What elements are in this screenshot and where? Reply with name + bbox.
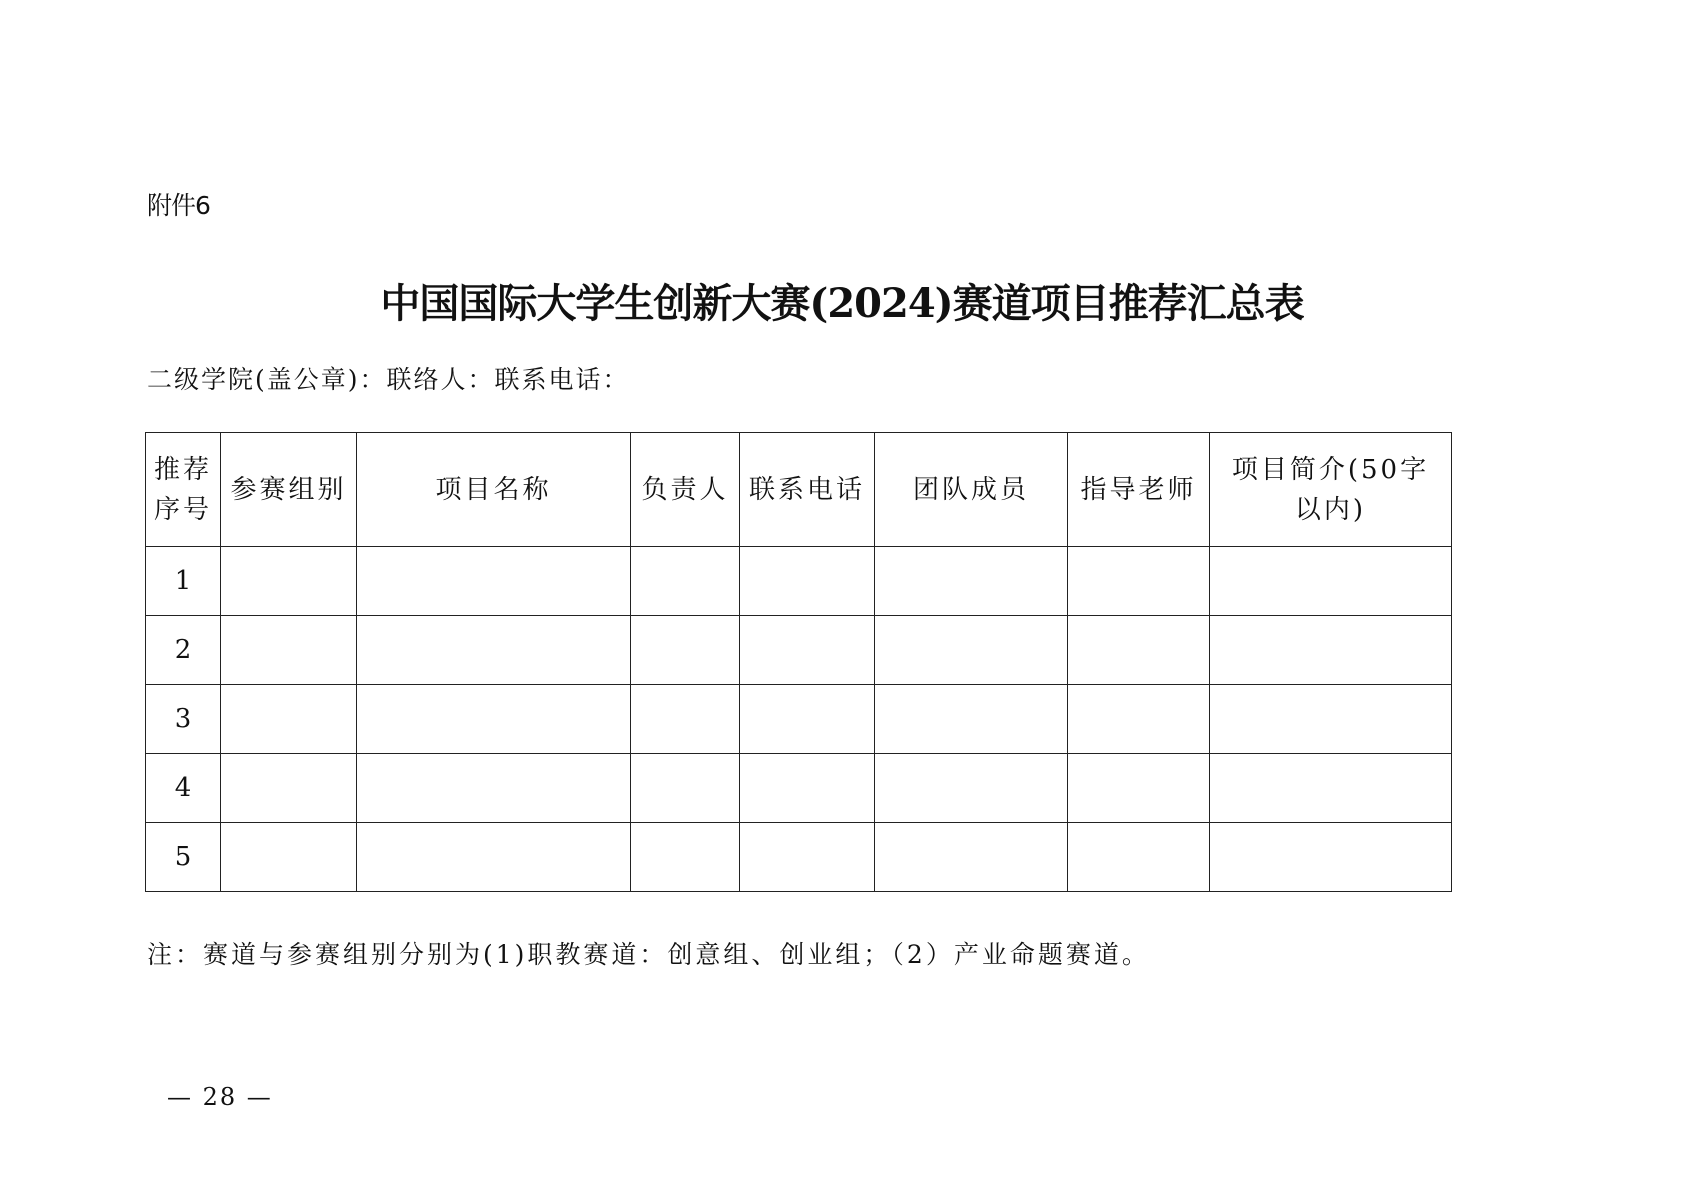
table-cell-empty: [740, 754, 875, 823]
table-cell-empty: [631, 754, 740, 823]
table-cell-empty: [740, 616, 875, 685]
table-cell-empty: [875, 616, 1068, 685]
table-cell-empty: [1210, 685, 1452, 754]
row-number: 2: [146, 616, 221, 685]
table-cell-empty: [1068, 616, 1210, 685]
table-cell-empty: [357, 547, 631, 616]
table-cell-empty: [631, 823, 740, 892]
table-row: [146, 823, 1452, 892]
table-row: [146, 754, 1452, 823]
document-title-text: 中国国际大学生创新大赛(2024)赛道项目推荐汇总表: [380, 280, 1304, 327]
page-number: — 28 —: [167, 1083, 273, 1111]
row-number: 4: [146, 754, 221, 823]
table-cell-empty: [1068, 685, 1210, 754]
table-cell-empty: [1210, 823, 1452, 892]
table-cell-empty: [875, 754, 1068, 823]
table-row: [146, 685, 1452, 754]
table-cell-empty: [1210, 754, 1452, 823]
column-header-team-members: 团队成员: [875, 433, 1068, 547]
college-contact-line: 二级学院(盖公章)：联络人：联系电话：: [147, 365, 630, 394]
table-cell-empty: [1068, 754, 1210, 823]
table-cell-empty: [221, 754, 357, 823]
table-cell-empty: [357, 685, 631, 754]
table-cell-empty: [740, 823, 875, 892]
table-cell-empty: [1210, 616, 1452, 685]
table-row: [146, 547, 1452, 616]
column-header-project-name: 项目名称: [357, 433, 631, 547]
table-cell-empty: [221, 616, 357, 685]
row-number: 3: [146, 685, 221, 754]
table-cell-empty: [357, 754, 631, 823]
column-header-project-intro: 项目简介(50字 以内): [1210, 433, 1452, 547]
table-cell-empty: [875, 547, 1068, 616]
attachment-label: 附件6: [147, 191, 210, 220]
table-cell-empty: [740, 685, 875, 754]
table-cell-empty: [221, 547, 357, 616]
table-header-row: [146, 433, 1452, 547]
column-header-group: 参赛组别: [221, 433, 357, 547]
table-cell-empty: [1068, 547, 1210, 616]
table-cell-empty: [740, 547, 875, 616]
column-header-advisor: 指导老师: [1068, 433, 1210, 547]
table-cell-empty: [875, 823, 1068, 892]
table-cell-empty: [221, 685, 357, 754]
table-cell-empty: [875, 685, 1068, 754]
table-row: [146, 616, 1452, 685]
table-cell-empty: [357, 616, 631, 685]
row-number: 1: [146, 547, 221, 616]
column-header-phone: 联系电话: [740, 433, 875, 547]
table-cell-empty: [631, 547, 740, 616]
table-cell-empty: [1068, 823, 1210, 892]
table-cell-empty: [357, 823, 631, 892]
column-header-leader: 负责人: [631, 433, 740, 547]
document-title: [0, 272, 1684, 329]
footnote: 注：赛道与参赛组别分别为(1)职教赛道：创意组、创业组；（2）产业命题赛道。: [147, 940, 1150, 969]
column-header-recommend-no: 推荐 序号: [146, 433, 221, 547]
table-cell-empty: [631, 616, 740, 685]
table-cell-empty: [631, 685, 740, 754]
table-cell-empty: [221, 823, 357, 892]
row-number: 5: [146, 823, 221, 892]
recommendation-summary-table: [145, 432, 1452, 892]
table-cell-empty: [1210, 547, 1452, 616]
